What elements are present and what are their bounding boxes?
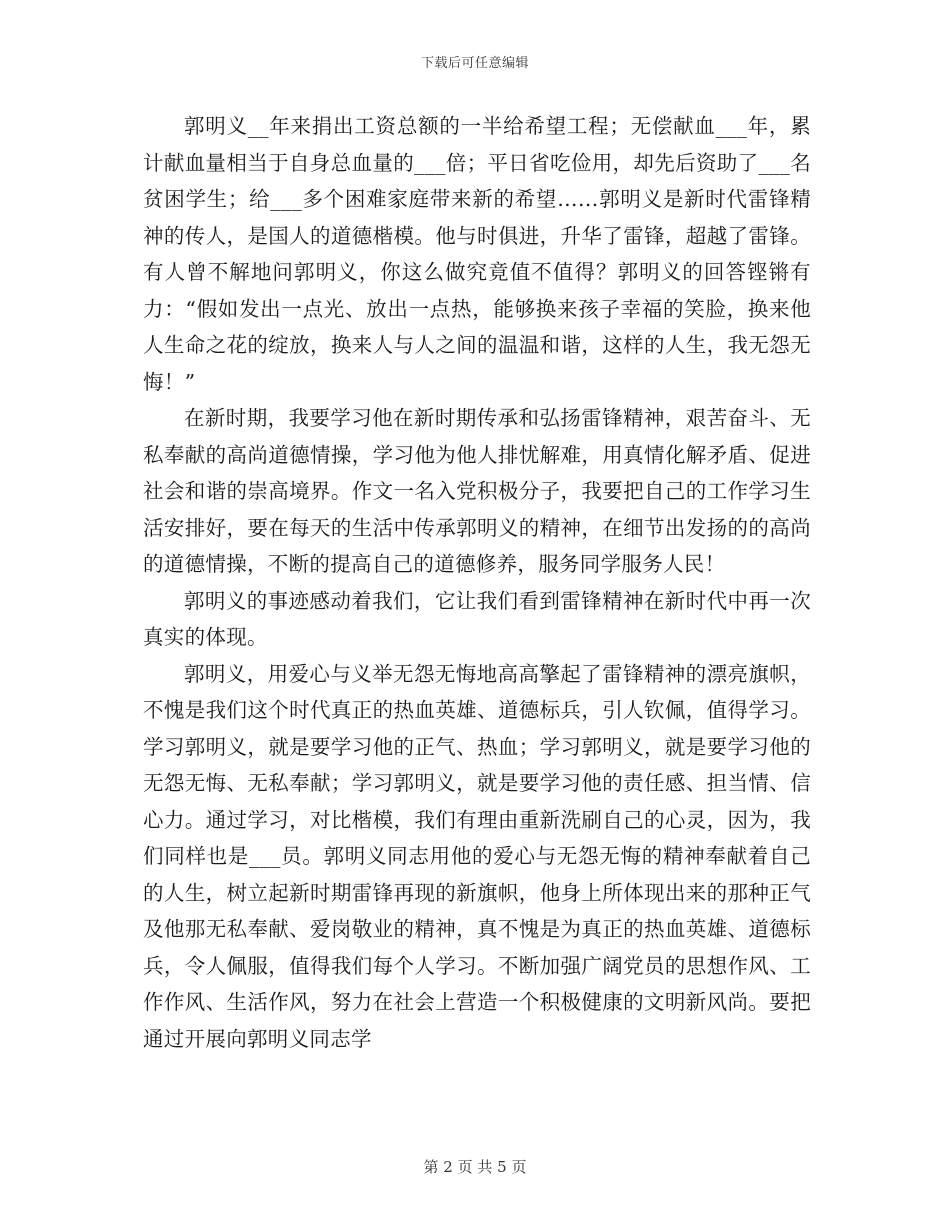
paragraph-1: 郭明义__年来捐出工资总额的一半给希望工程；无偿献血___年，累计献血量相当于自身总血量的___倍；平日省吃俭用，却先后资助了___名贫困学生；给___多个困难家庭带来新的希望……郭明义是新时代雷锋精神的传人，是国人的道德楷模。他与时俱进，升华了雷锋，超越了雷锋。有人曾不解地问郭明义，你这么做究竟值不值得？郭明义的回答铿锵有力：“假如发出一点光、放出一点热，能够换来孩子幸福的笑脸，换来他人生命之花的绽放，换来人与人之间的温温和谐，这样的人生，我无怨无悔！” <box>143 114 811 394</box>
paragraph-2: 在新时期，我要学习他在新时期传承和弘扬雷锋精神，艰苦奋斗、无私奉献的高尚道德情操，学习他为他人排忧解难，用真情化解矛盾、促进社会和谐的崇高境界。作文一名入党积极分子，我要把自己的工作学习生活安排好，要在每天的生活中传承郭明义的精神，在细节出发扬的的高尚的道德情操，不断的提高自己的道德修养，服务同学服务人民！ <box>143 406 811 576</box>
page-header: 下载后可任意编辑 <box>420 56 529 71</box>
paragraph-4: 郭明义，用爱心与义举无怨无悔地高高擎起了雷锋精神的漂亮旗帜，不愧是我们这个时代真正的热血英雄、道德标兵，引人钦佩，值得学习。学习郭明义，就是要学习他的正气、热血；学习郭明义，就是要学习他的无怨无悔、无私奉献；学习郭明义，就是要学习他的责任感、担当情、信心力。通过学习，对比楷模，我们有理由重新洗刷自己的心灵，因为，我们同样也是___员。郭明义同志用他的爱心与无怨无悔的精神奉献着自己的人生，树立起新时期雷锋再现的新旗帜，他身上所体现出来的那种正气及他那无私奉献、爱岗敬业的精神，真不愧是为真正的热血英雄、道德标兵，令人佩服，值得我们每个人学习。不断加强广阔党员的思想作风、工作作风、生活作风，努力在社会上营造一个积极健康的文明新风尚。要把通过开展向郭明义同志学 <box>143 661 811 1051</box>
page-number: 第 2 页 共 5 页 <box>423 1158 527 1176</box>
document-body <box>143 108 811 1057</box>
paragraph-3: 郭明义的事迹感动着我们，它让我们看到雷锋精神在新时代中再一次真实的体现。 <box>143 588 811 649</box>
